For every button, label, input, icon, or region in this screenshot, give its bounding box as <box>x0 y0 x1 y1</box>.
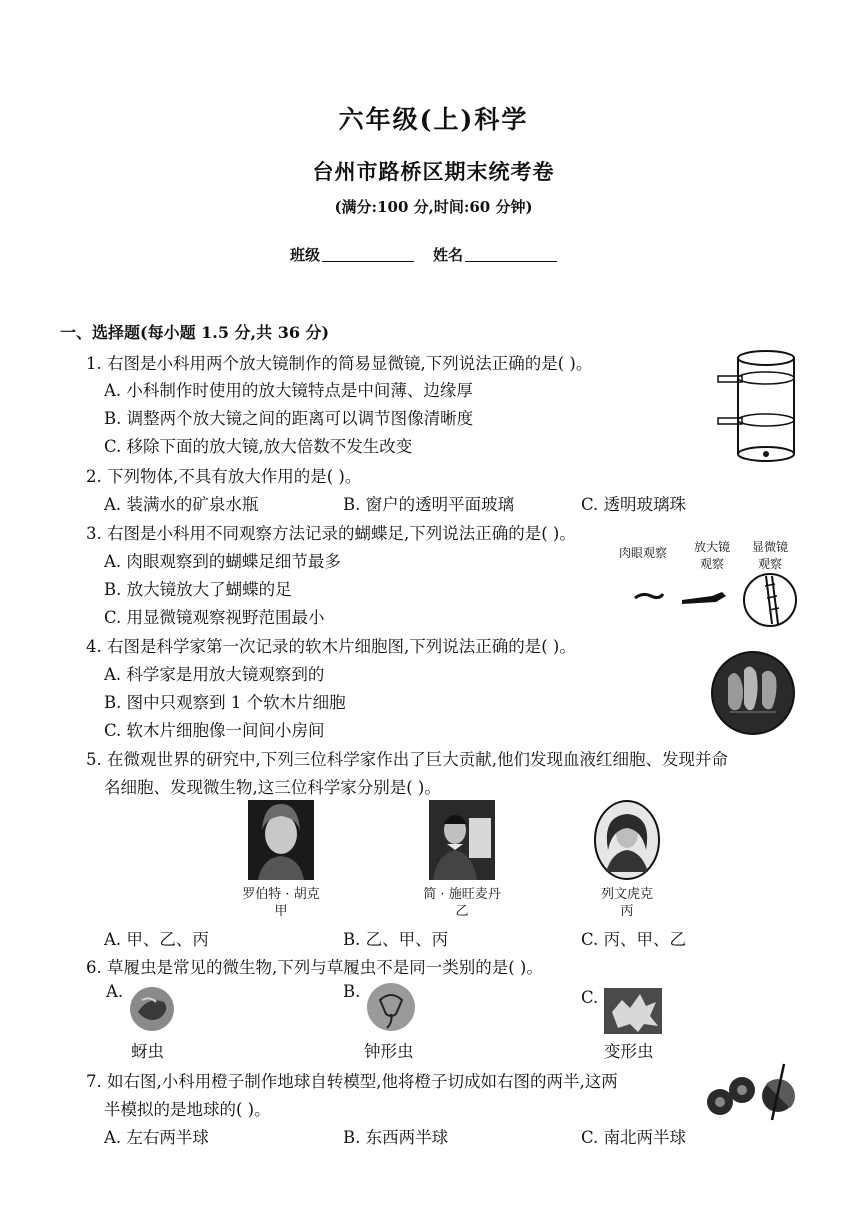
portrait-hooke-name: 罗伯特 · 胡克 <box>242 887 320 902</box>
class-field <box>290 244 414 265</box>
question-2-option-b[interactable]: B. 窗户的透明平面玻璃 <box>343 495 515 514</box>
exam-subtitle: 台州市路桥区期末统考卷 <box>312 159 555 184</box>
question-1-stem: 1. 右图是小科用两个放大镜制作的简易显微镜,下列说法正确的是( )。 <box>86 354 593 373</box>
name-field <box>433 244 557 265</box>
question-4-option-b[interactable]: B. 图中只观察到 1 个软木片细胞 <box>104 693 346 712</box>
question-6-option-b-letter[interactable]: B. <box>343 982 361 1001</box>
question-3-option-b[interactable]: B. 放大镜放大了蝴蝶的足 <box>104 580 292 599</box>
question-7-option-b[interactable]: B. 东西两半球 <box>343 1128 449 1147</box>
question-6-option-a-name[interactable]: 蚜虫 <box>131 1042 164 1061</box>
question-1-option-a[interactable]: A. 小科制作时使用的放大镜特点是中间薄、边缘厚 <box>104 381 473 400</box>
question-7-stem-line-2: 半模拟的是地球的( )。 <box>104 1100 271 1119</box>
magnifier-microscope-figure <box>716 348 796 464</box>
vorticella-image <box>366 982 416 1032</box>
question-2-option-c[interactable]: C. 透明玻璃珠 <box>581 495 687 514</box>
question-5-stem-line-1: 5. 在微观世界的研究中,下列三位科学家作出了巨大贡献,他们发现血液红细胞、发现并命 <box>86 750 728 769</box>
question-1-option-b[interactable]: B. 调整两个放大镜之间的距离可以调节图像清晰度 <box>104 409 474 428</box>
portrait-leeuwenhoek-name: 列文虎克 <box>600 887 653 902</box>
question-3-stem: 3. 右图是小科用不同观察方法记录的蝴蝶足,下列说法正确的是( )。 <box>86 524 576 543</box>
microscope-label: 显微镜 观察 <box>751 540 788 571</box>
page-title: 六年级(上)科学 <box>338 105 529 134</box>
question-2-stem: 2. 下列物体,不具有放大作用的是( )。 <box>86 467 362 486</box>
portrait-hooke-tag: 甲 <box>274 904 288 919</box>
question-1-option-c[interactable]: C. 移除下面的放大镜,放大倍数不发生改变 <box>104 437 413 456</box>
question-6-option-c-letter[interactable]: C. <box>581 988 599 1007</box>
portrait-swammerdam <box>429 800 495 880</box>
magnifier-label: 放大镜 观察 <box>693 540 730 571</box>
cork-cell-figure <box>710 650 796 736</box>
butterfly-foot-figure <box>630 572 800 632</box>
section-heading: 一、选择题(每小题 1.5 分,共 36 分) <box>60 323 330 342</box>
name-label: 姓名 <box>433 246 464 264</box>
name-blank[interactable] <box>465 247 557 262</box>
exam-meta: (满分:100 分,时间:60 分钟) <box>334 198 533 216</box>
question-6-stem: 6. 草履虫是常见的微生物,下列与草履虫不是同一类别的是( )。 <box>86 958 543 977</box>
naked-eye-label: 肉眼观察 <box>619 546 668 560</box>
orange-halves-figure <box>704 1058 800 1122</box>
aphid-image <box>128 986 176 1032</box>
portrait-swammerdam-name: 简 · 施旺麦丹 <box>423 887 501 902</box>
question-7-option-c[interactable]: C. 南北两半球 <box>581 1128 687 1147</box>
question-5-option-c[interactable]: C. 丙、甲、乙 <box>581 930 687 949</box>
portrait-swammerdam-tag: 乙 <box>455 904 469 919</box>
question-7-stem-line-1: 7. 如右图,小科用橙子制作地球自转模型,他将橙子切成如右图的两半,这两 <box>86 1072 618 1091</box>
class-blank[interactable] <box>322 247 414 262</box>
question-6-option-a-letter[interactable]: A. <box>106 982 124 1001</box>
question-6-option-b-name[interactable]: 钟形虫 <box>364 1042 414 1061</box>
question-5-option-a[interactable]: A. 甲、乙、丙 <box>104 930 209 949</box>
question-5-stem-line-2: 名细胞、发现微生物,这三位科学家分别是( )。 <box>104 778 441 797</box>
portrait-hooke <box>248 800 314 880</box>
question-3-option-c[interactable]: C. 用显微镜观察视野范围最小 <box>104 608 325 627</box>
question-2-option-a[interactable]: A. 装满水的矿泉水瓶 <box>104 495 259 514</box>
portrait-leeuwenhoek-tag: 丙 <box>620 904 634 919</box>
question-4-stem: 4. 右图是科学家第一次记录的软木片细胞图,下列说法正确的是( )。 <box>86 637 576 656</box>
question-4-option-a[interactable]: A. 科学家是用放大镜观察到的 <box>104 665 325 684</box>
class-label: 班级 <box>290 246 321 264</box>
question-3-option-a[interactable]: A. 肉眼观察到的蝴蝶足细节最多 <box>104 552 341 571</box>
question-6-option-c-name[interactable]: 变形虫 <box>604 1042 654 1061</box>
question-5-option-b[interactable]: B. 乙、甲、丙 <box>343 930 449 949</box>
question-7-option-a[interactable]: A. 左右两半球 <box>104 1128 209 1147</box>
amoeba-image <box>604 988 662 1034</box>
portrait-leeuwenhoek <box>594 800 660 880</box>
question-4-option-c[interactable]: C. 软木片细胞像一间间小房间 <box>104 721 325 740</box>
